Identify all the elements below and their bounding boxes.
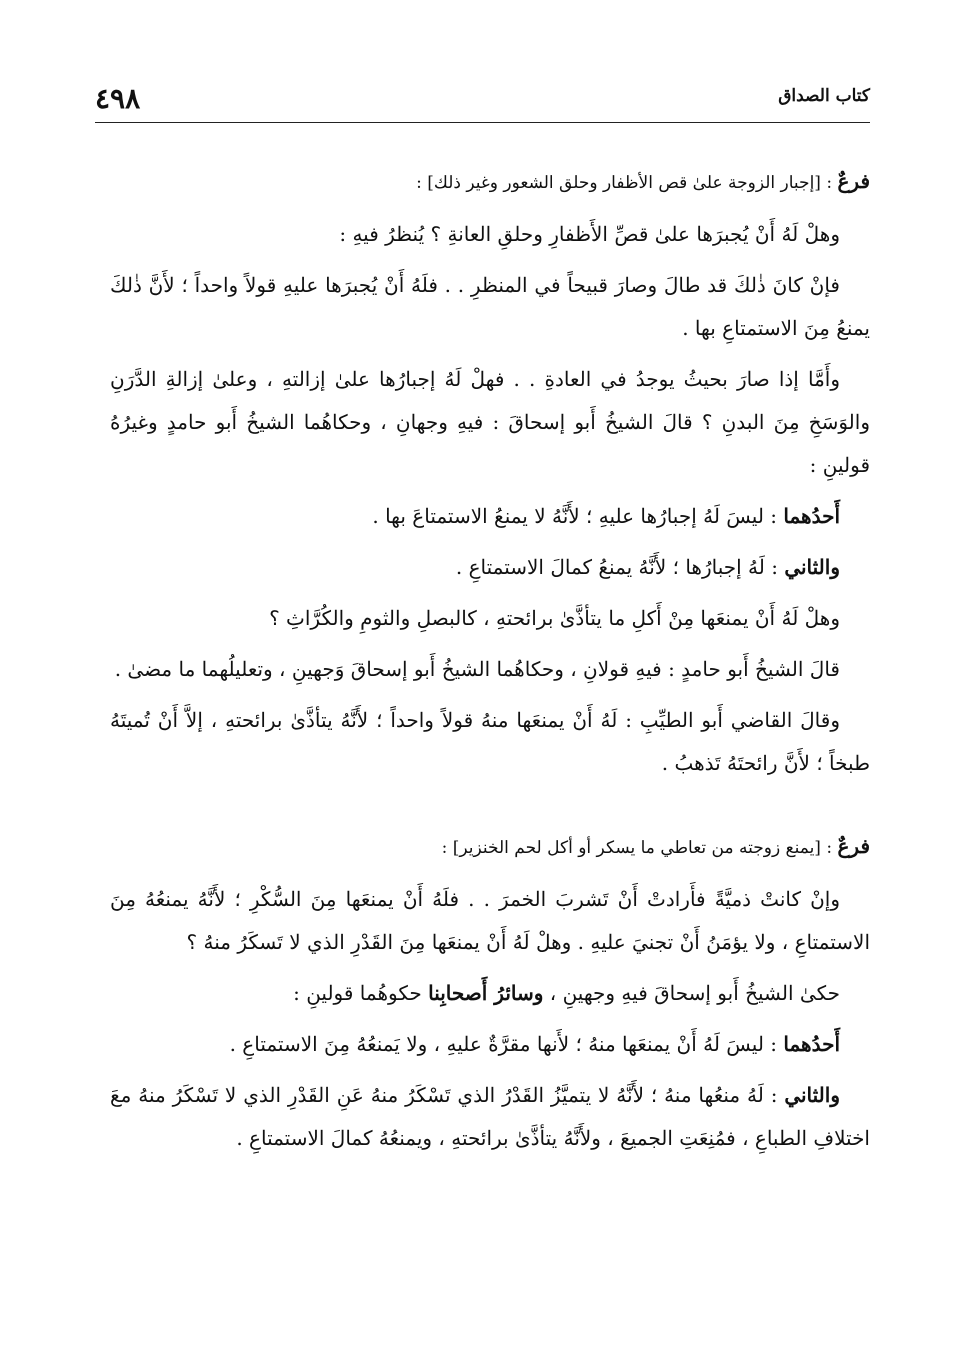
paragraph: وإنْ كانتْ ذميَّةً فأَرادتْ أَنْ تَشربَ الخمرَ . . فلَهُ أَنْ يمنعَها مِنَ السُّكْرِ ؛ لأَنَّهُ يمنعُهُ مِنَ الاستمتاعِ ، ولا يؤمَنُ أَنْ تجنيَ عليهِ . وهلْ لَهُ أَنْ يمنعَها مِنَ القَدْرِ الذي لا تَسكَرُ منهُ ؟ xyxy=(110,887,870,954)
paragraph-text: : ليسَ لَهُ إجبارُها عليهِ ؛ لأَنَّهُ لا يمنعُ الاستمتاعَ بها . xyxy=(372,504,784,528)
paragraph: وأَمَّا إذا صارَ بحيثُ يوجدُ في العادةِ . . فهلْ لَهُ إجبارُها علىٰ إزالتهِ ، وعلىٰ إزالةِ الدَّرَنِ والوَسَخِ مِنَ البدنِ ؟ قالَ الشيخُ أَبو إسحاقَ : فيهِ وجهانِ ، وحكاهُما الشيخُ أَبو حامدٍ وغيرُهُ قولينِ : xyxy=(110,367,870,477)
paragraph xyxy=(110,1074,870,1160)
section-title: : [إجبار الزوجة علىٰ قص الأظفار وحلق الشعور وغير ذلك] : xyxy=(416,173,838,193)
paragraph xyxy=(110,495,870,538)
paragraph: فإنْ كانَ ذٰلكَ قد طالَ وصارَ قبيحاً في المنظرِ . . فلَهُ أَنْ يُجبرَها عليهِ قولاً واحداً ؛ لأَنَّ ذٰلكَ يمنعُ مِنَ الاستمتاعِ بها . xyxy=(110,273,870,340)
paragraph: وهلْ لَهُ أَنْ يمنعَها مِنْ أَكلِ ما يتأذَّىٰ برائحتهِ ، كالبصلِ والثومِ والكُرَّاثِ ؟ xyxy=(269,606,840,630)
second-opinion-label: والثاني xyxy=(784,1083,840,1107)
paragraph-text: حكوهُما قولينِ : xyxy=(293,981,429,1005)
first-opinion-label: أَحدُهما xyxy=(783,504,840,528)
section-heading-1 xyxy=(110,160,870,205)
section-label: فرعٌ xyxy=(837,834,870,858)
section-heading-2 xyxy=(110,825,870,870)
section-title: : [يمنع زوجته من تعاطي ما يسكر أو أكل لحم الخنزير] : xyxy=(441,838,838,858)
paragraph: وقالَ القاضي أَبو الطيِّبِ : لَهُ أَنْ يمنعَها منهُ قولاً واحداً ؛ لأَنَّهُ يتأذَّىٰ برائحتهِ ، إلاَّ أَنْ تُميتَهُ طبخاً ؛ لأَنَّ رائحتَهُ تَذهبُ . xyxy=(110,708,870,775)
paragraph: قالَ الشيخُ أَبو حامدٍ : فيهِ قولانِ ، وحكاهُما الشيخُ أَبو إسحاقَ وَجهينِ ، وتعليلُهما ما مضىٰ . xyxy=(114,657,840,681)
page-header xyxy=(95,82,870,123)
second-opinion-label: والثاني xyxy=(784,555,840,579)
page-body xyxy=(110,160,870,1160)
paragraph-text: : ليسَ لَهُ أَنْ يمنعَها منهُ ؛ لأَنها مقرَّةٌ عليهِ ، ولا يَمنعُهُ مِنَ الاستمتاعِ . xyxy=(229,1032,784,1056)
paragraph-text: حكىٰ الشيخُ أَبو إسحاقَ فيهِ وجهينِ ، xyxy=(543,981,840,1005)
paragraph xyxy=(110,972,870,1015)
section-label: فرعٌ xyxy=(837,169,870,193)
paragraph xyxy=(110,1023,870,1066)
first-opinion-label: أَحدُهما xyxy=(783,1032,840,1056)
paragraph-text: : لَهُ إجبارُها ؛ لأَنَّهُ يمنعُ كمالَ الاستمتاعِ . xyxy=(455,555,785,579)
paragraph xyxy=(110,546,870,589)
running-title: كتاب الصداق xyxy=(778,86,870,106)
page-number: ٤٩٨ xyxy=(95,82,141,115)
emphasis-text: وسائرُ أَصحابِنا xyxy=(428,981,544,1005)
paragraph-text: : لَهُ منعُها منهُ ؛ لأَنَّهُ لا يتميَّزُ القَدْرُ الذي تَسْكَرُ منهُ عَنِ القَدْرِ الذي لا تَسْكَرُ منهُ معَ اختلافِ الطباعِ ، فمُنِعَتِ الجميعَ ، ولأَنَّهُ يتأذَّىٰ برائحتهِ ، ويمنعُهُ كمالَ الاستمتاعِ . xyxy=(110,1083,870,1150)
paragraph: وهلْ لَهُ أَنْ يُجبرَها علىٰ قصِّ الأَظفارِ وحلقِ العانةِ ؟ يُنظرُ فيهِ : xyxy=(339,222,840,246)
